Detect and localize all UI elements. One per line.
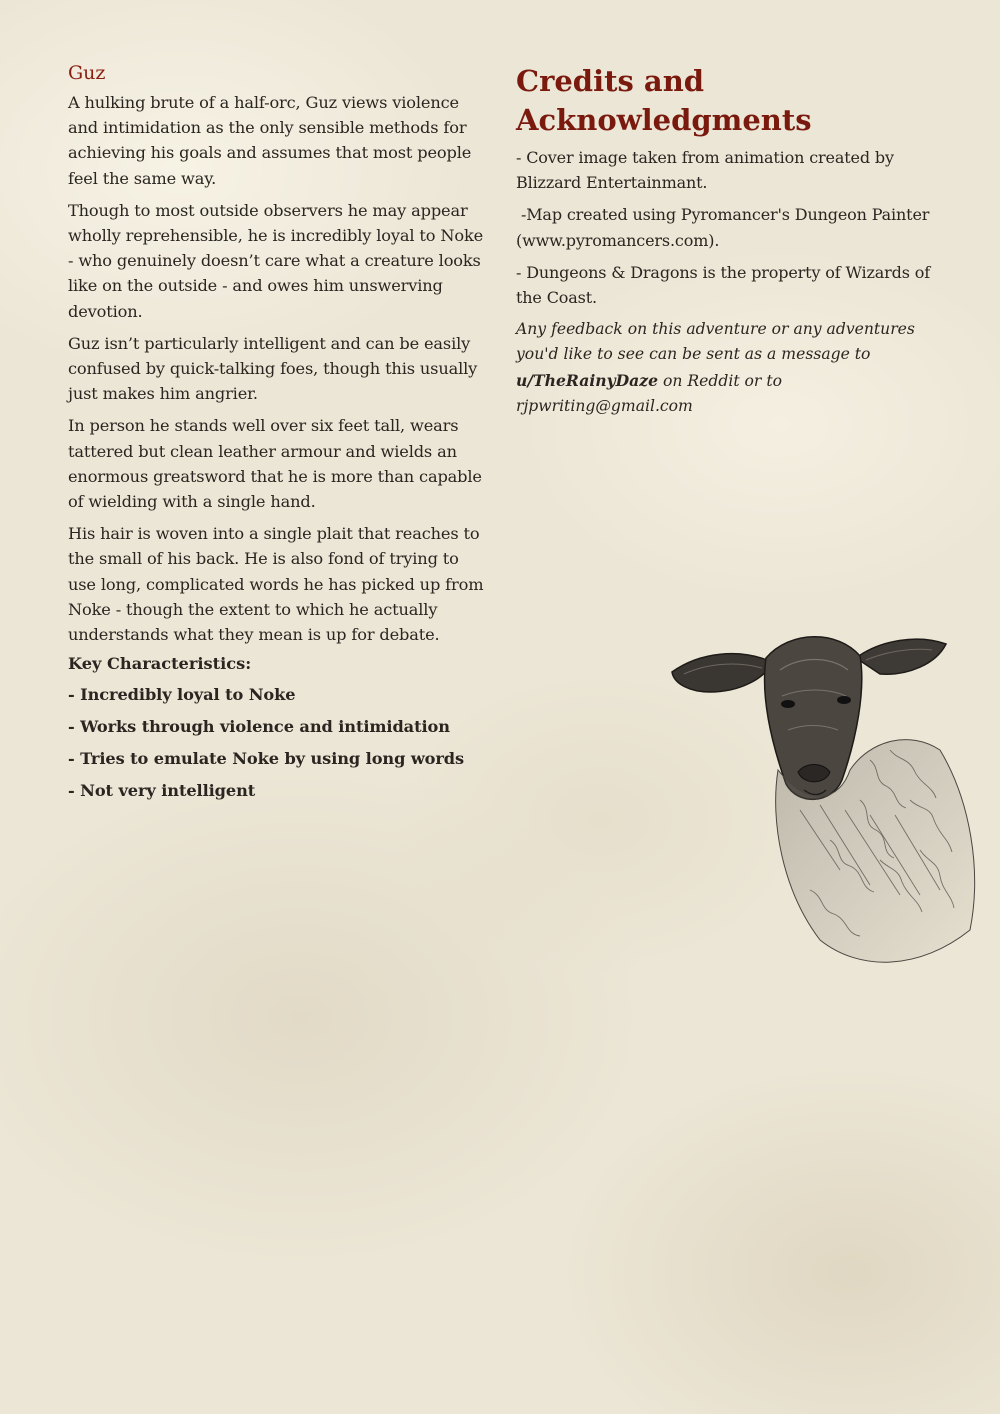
feedback-note <box>516 317 932 419</box>
credit-cover-image: - Cover image taken from animation created by Blizzard Entertainmant. <box>516 148 894 193</box>
contact-email: rjpwriting@gmail.com <box>516 396 693 415</box>
paragraph-2: Though to most outside observers he may appear wholly reprehensible, he is incredibly loyal to Noke - who genuinely doesn’t care what a creature looks like on the outside - and owes him unswerving devotion. <box>68 200 484 321</box>
reddit-username: u/TheRainyDaze <box>516 370 659 390</box>
key-item: - Tries to emulate Noke by using long words <box>68 749 465 769</box>
paragraph-1: A hulking brute of a half-orc, Guz views violence and intimidation as the only sensible methods for achieving his goals and assumes that most people feel the same way. <box>68 93 472 188</box>
section-heading-guz: Guz <box>68 62 106 84</box>
right-column <box>516 62 935 419</box>
feedback-text: Any feedback on this adventure or any adventures you'd like to see can be sent as a message to <box>516 320 915 364</box>
key-item: - Incredibly loyal to Noke <box>68 685 296 705</box>
paragraph-3: Guz isn’t particularly intelligent and can be easily confused by quick-talking foes, though this usually just makes him angrier. <box>68 333 478 404</box>
credit-dnd: - Dungeons & Dragons is the property of Wizards of the Coast. <box>516 262 930 308</box>
key-item: - Not very intelligent <box>68 781 256 801</box>
credits-title: Credits and Acknowledgments <box>516 64 812 137</box>
paragraph-5: His hair is woven into a single plait that reaches to the small of his back. He is also fond of trying to use long, complicated words he has picked up from Noke - though the extent to which he actually understands what they mean is up for debate. <box>68 524 484 645</box>
key-characteristics-title: Key Characteristics: <box>68 654 252 674</box>
sheep-illustration-icon <box>670 600 990 980</box>
feedback-text-mid: on Reddit or to <box>658 371 782 390</box>
paragraph-4: In person he stands well over six feet tall, wears tattered but clean leather armour and wields an enormous greatsword that he is more than capable of wielding with a single hand. <box>68 416 482 512</box>
credit-map: -Map created using Pyromancer's Dungeon Painter (www.pyromancers.com). <box>516 205 935 250</box>
left-column <box>68 62 488 811</box>
key-item: - Works through violence and intimidation <box>68 717 450 737</box>
